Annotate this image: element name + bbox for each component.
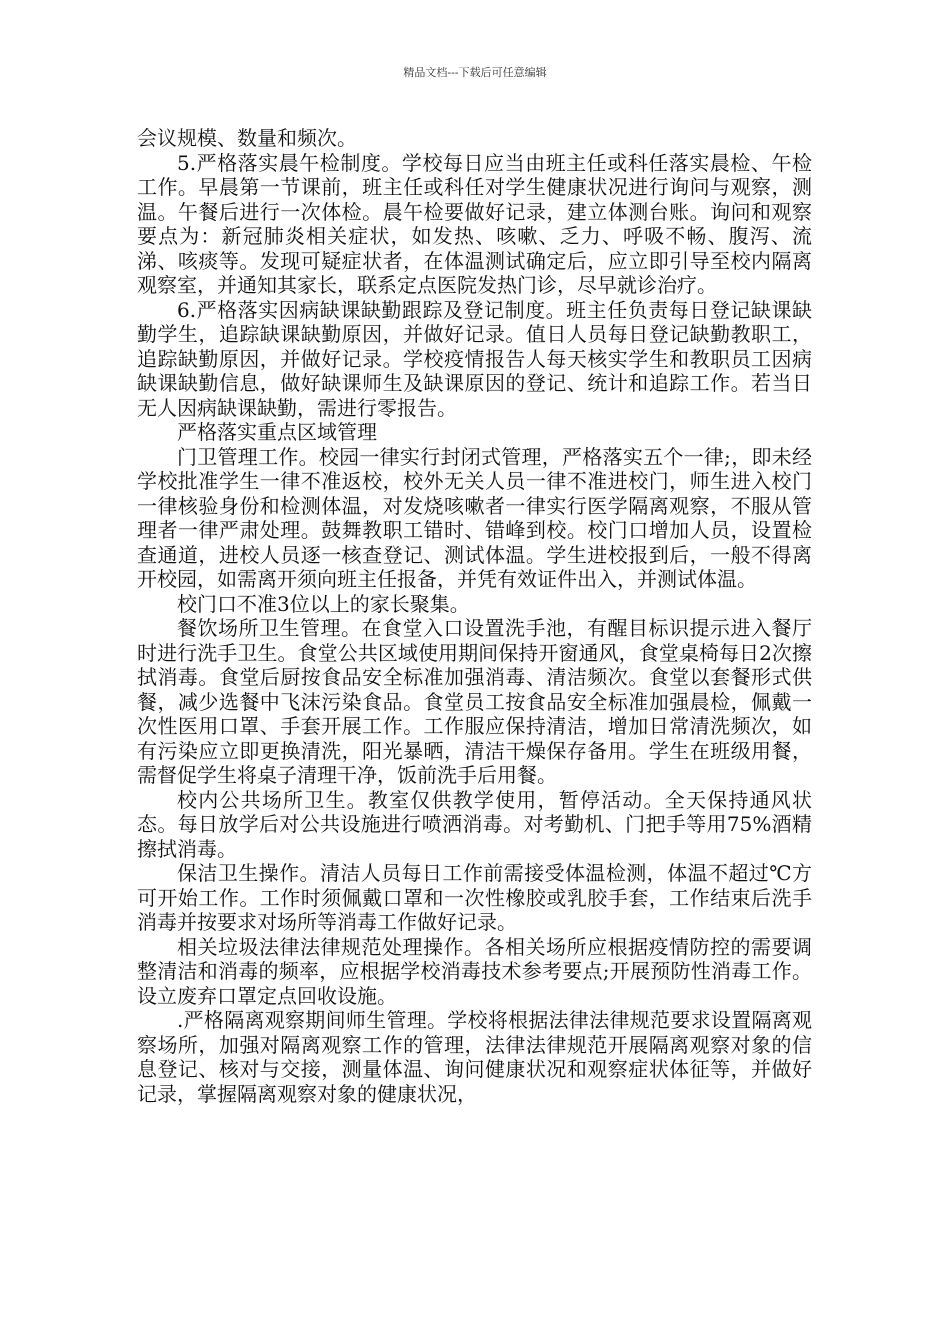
paragraph: 会议规模、数量和频次。 [137, 126, 357, 150]
section-heading: 严格落实重点区域管理 [177, 420, 377, 444]
paragraph: 保洁卫生操作。清洁人员每日工作前需接受体温检测，体温不超过℃方可开始工作。工作时须佩戴口罩和一次性橡胶或乳胶手套，工作结束后洗手消毒并按要求对场所等消毒工作做好记录。 [137, 861, 812, 934]
page-header: 精品文档---下载后可任意编辑 [403, 66, 547, 79]
paragraph: .严格隔离观察期间师生管理。学校将根据法律法律规范要求设置隔离观察场所，加强对隔离观察工作的管理，法律法律规范开展隔离观察对象的信息登记、核对与交接，测量体温、询问健康状况和观察症状体征等，并做好记录，掌握隔离观察对象的健康状况， [137, 1008, 812, 1106]
paragraph: 校内公共场所卫生。教室仅供教学使用，暂停活动。全天保持通风状态。每日放学后对公共设施进行喷洒消毒。对考勤机、门把手等用75%酒精擦拭消毒。 [137, 787, 812, 861]
paragraph: 5.严格落实晨午检制度。学校每日应当由班主任或科任落实晨检、午检工作。早晨第一节课前，班主任或科任对学生健康状况进行询问与观察，测温。午餐后进行一次体检。晨午检要做好记录，建立体测台账。询问和观察要点为：新冠肺炎相关症状，如发热、咳嗽、乏力、呼吸不畅、腹泻、流涕、咳痰等。发现可疑症状者，在体温测试确定后，应立即引导至校内隔离观察室，并通知其家长，联系定点医院发热门诊，尽早就诊治疗。 [137, 150, 812, 297]
paragraph: 6.严格落实因病缺课缺勤跟踪及登记制度。班主任负责每日登记缺课缺勤学生，追踪缺课缺勤原因，并做好记录。值日人员每日登记缺勤教职工，追踪缺勤原因，并做好记录。学校疫情报告人每天核实学生和教职员工因病缺课缺勤信息，做好缺课师生及缺课原因的登记、统计和追踪工作。若当日无人因病缺课缺勤，需进行零报告。 [137, 297, 812, 420]
paragraph: 校门口不准3位以上的家长聚集。 [177, 591, 470, 616]
paragraph: 门卫管理工作。校园一律实行封闭式管理，严格落实五个一律;，即未经学校批准学生一律不准返校，校外无关人员一律不准进校门，师生进入校门一律核验身份和检测体温，对发烧咳嗽者一律实行医学隔离观察，不服从管理者一律严肃处理。鼓舞教职工错时、错峰到校。校门口增加人员，设置检查通道，进校人员逐一核查登记、测试体温。学生进校报到后，一般不得离开校园，如需离开须向班主任报备，并凭有效证件出入，并测试体温。 [137, 444, 812, 591]
paragraph: 餐饮场所卫生管理。在食堂入口设置洗手池，有醒目标识提示进入餐厅时进行洗手卫生。食堂公共区域使用期间保持开窗通风，食堂桌椅每日2次擦拭消毒。食堂后厨按食品安全标准加强消毒、清洁频次。食堂以套餐形式供餐，减少选餐中飞沫污染食品。食堂员工按食品安全标准加强晨检，佩戴一次性医用口罩、手套开展工作。工作服应保持清洁，增加日常清洗频次，如有污染应立即更换清洗，阳光暴晒，清洁干燥保存备用。学生在班级用餐，需督促学生将桌子清理干净，饭前洗手后用餐。 [137, 616, 812, 787]
paragraph: 相关垃圾法律法律规范处理操作。各相关场所应根据疫情防控的需要调整清洁和消毒的频率，应根据学校消毒技术参考要点;开展预防性消毒工作。设立废弃口罩定点回收设施。 [137, 934, 812, 1008]
document-body [137, 126, 812, 1106]
